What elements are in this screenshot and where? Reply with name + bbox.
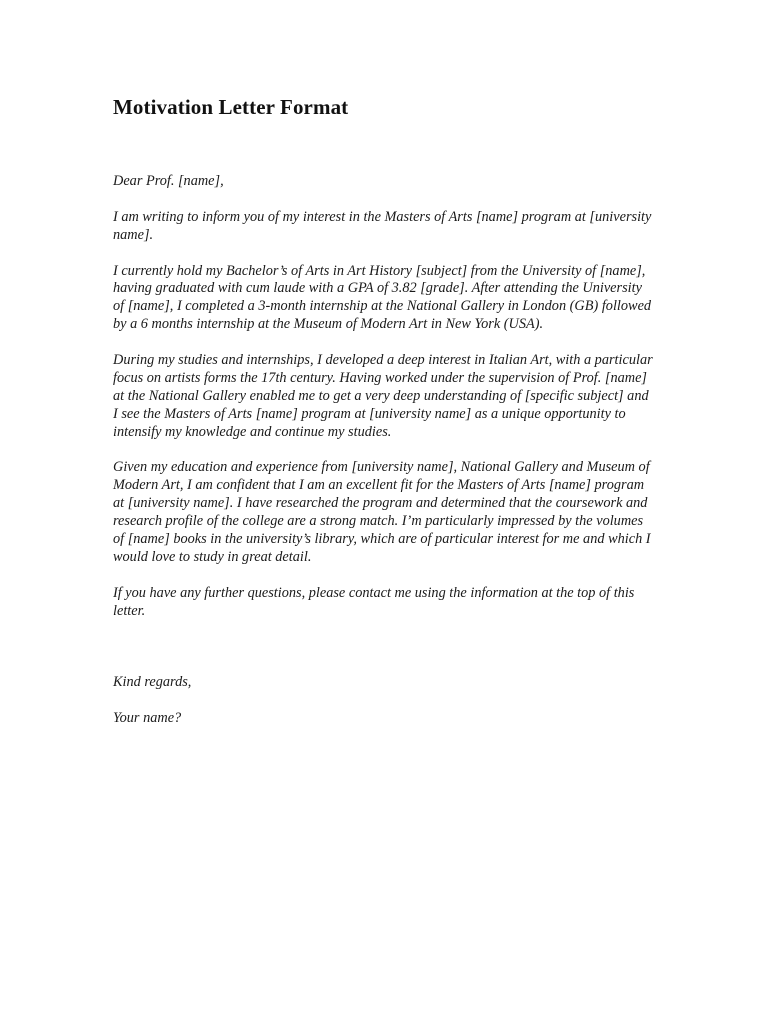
letter-body: [113, 173, 653, 746]
salutation: Dear Prof. [name],: [113, 173, 224, 189]
paragraph-interest: I am writing to inform you of my interest in the Masters of Arts [name] program at [university name].: [113, 208, 652, 243]
document-title: Motivation Letter Format: [113, 95, 349, 119]
signature: Your name?: [113, 710, 182, 727]
paragraph-studies: During my studies and internships, I developed a deep interest in Italian Art, with a particular focus on artists forms the 17th century. Having worked under the supervision of Prof. [name] at the National Gallery enabled me to get a very deep understanding of [specific subject] and I see the Masters of Arts [name] program at [university name] as a unique opportunity to intensify my knowledge and continue my studies.: [113, 352, 653, 440]
paragraph-education: I currently hold my Bachelor’s of Arts in Art History [subject] from the University of [name], having graduated with cum laude with a GPA of 3.82 [grade]. After attending the University of [name], I completed a 3-month internship at the National Gallery in London (GB) followed by a 6 months internship at the Museum of Modern Art in New York (USA).: [113, 262, 652, 333]
closing: Kind regards,: [113, 674, 192, 691]
paragraph-contact: If you have any further questions, please contact me using the information at the top of this letter.: [113, 584, 635, 619]
paragraph-fit: Given my education and experience from [university name], National Gallery and Museum of Modern Art, I am confident that I am an excellent fit for the Masters of Arts [name] program at [university name]. I have researched the program and determined that the coursework and research profile of the college are a strong match. I’m particularly impressed by the volumes of [name] books in the university’s library, which are of particular interest for me and which I would love to study in great detail.: [113, 459, 651, 565]
